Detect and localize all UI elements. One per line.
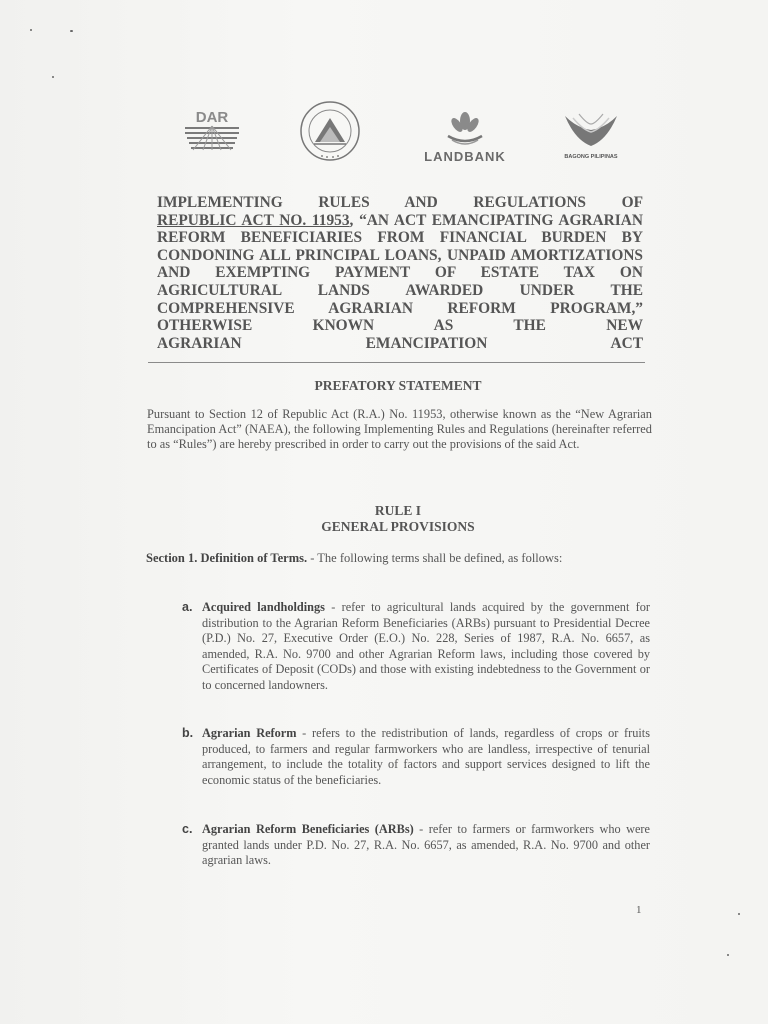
title-divider: [148, 362, 645, 363]
landbank-wordmark: LANDBANK: [424, 149, 506, 164]
title-line-2-rest: , “AN ACT EMANCIPATING: [349, 211, 554, 229]
document-title: [157, 194, 643, 352]
rule-subheading: GENERAL PROVISIONS: [321, 519, 475, 534]
definition-term: Agrarian Reform: [202, 726, 297, 740]
definition-item: [182, 822, 650, 869]
title-ra-number: REPUBLIC ACT NO. 11953: [157, 211, 350, 229]
scan-speck: [738, 913, 740, 915]
definition-term: Acquired landholdings: [202, 600, 325, 614]
section-1-text: - The following terms shall be defined, as follows:: [307, 551, 563, 565]
definition-text: - refer to farmers or farmworkers who were granted lands under P.D. No. 27, R.A. No. 6657, as amended, R.A. No. 9700 and other agrarian laws.: [202, 822, 650, 868]
definition-text: - refers to the redistribution of lands, regardless of crops or fruits produced, to farmers and regular farmworkers who are landless, irrespective of tenurial arrangement, to include the totality of factors and support services designed to lift the economic status of the beneficiaries.: [202, 726, 650, 787]
section-1: [146, 551, 651, 566]
definition-letter: b.: [182, 726, 194, 740]
dar-logo: [183, 108, 241, 152]
definition-item: [182, 726, 650, 788]
bagong-pilipinas-wordmark: BAGONG PILIPINAS: [564, 154, 618, 160]
dar-logo-text: DAR: [195, 109, 229, 126]
definition-term: Agrarian Reform Beneficiaries (ARBs): [202, 822, 414, 836]
definition-letter: a.: [182, 600, 193, 614]
title-body: AGRARIAN REFORM BENEFICIARIES FROM FINANCIAL BURDEN BY CONDONING ALL PRINCIPAL LOANS, UNPAID AMORTIZATIONS AND EXEMPTING PAYMENT OF ESTATE TAX ON AGRICULTURAL LANDS AWARDED UNDER THE COMPREHENSIVE AGRARIAN REFORM PROGRAM,” OTHERWISE KNOWN AS THE NEW: [157, 211, 643, 335]
definition-item: [182, 600, 650, 694]
page-number: 1: [636, 904, 642, 916]
logo-row: [0, 100, 768, 170]
rule-heading: RULE I: [374, 503, 422, 518]
section-1-label: Section 1. Definition of Terms.: [146, 551, 308, 565]
scan-speck: [52, 76, 54, 78]
title-last-line: AGRARIAN EMANCIPATION ACT: [157, 334, 643, 352]
bagong-pilipinas-logo: [555, 110, 627, 166]
scan-speck: [70, 30, 73, 32]
scan-speck: [727, 954, 729, 956]
definition-text: - refer to agricultural lands acquired by the government for distribution to the Agrarian Reform Beneficiaries (ARBs) pursuant to Presidential Decree (P.D.) No. 27, Executive Order (E.O.) No. 228, Series of 1987, R.A. No. 6657, as amended, R.A. No. 9700 and other Agrarian Reform laws, including those covered by Certificates of Deposit (CODs) and those with existing indebtedness to the Government or to concerned landowners.: [202, 600, 650, 692]
title-line-1: IMPLEMENTING RULES AND REGULATIONS OF: [157, 194, 643, 211]
scan-speck: [30, 29, 32, 31]
landbank-logo: [410, 110, 520, 168]
seal-logo: [296, 100, 364, 162]
prefatory-text: Pursuant to Section 12 of Republic Act (R.A.) No. 11953, otherwise known as the “New Agrarian Emancipation Act” (NAEA), the following Implementing Rules and Regulations (hereinafter referred to as “Rules”) are hereby prescribed in order to carry out the provisions of the said Act.: [147, 407, 652, 452]
definition-letter: c.: [182, 822, 193, 836]
prefatory-heading: PREFATORY STATEMENT: [314, 378, 482, 393]
